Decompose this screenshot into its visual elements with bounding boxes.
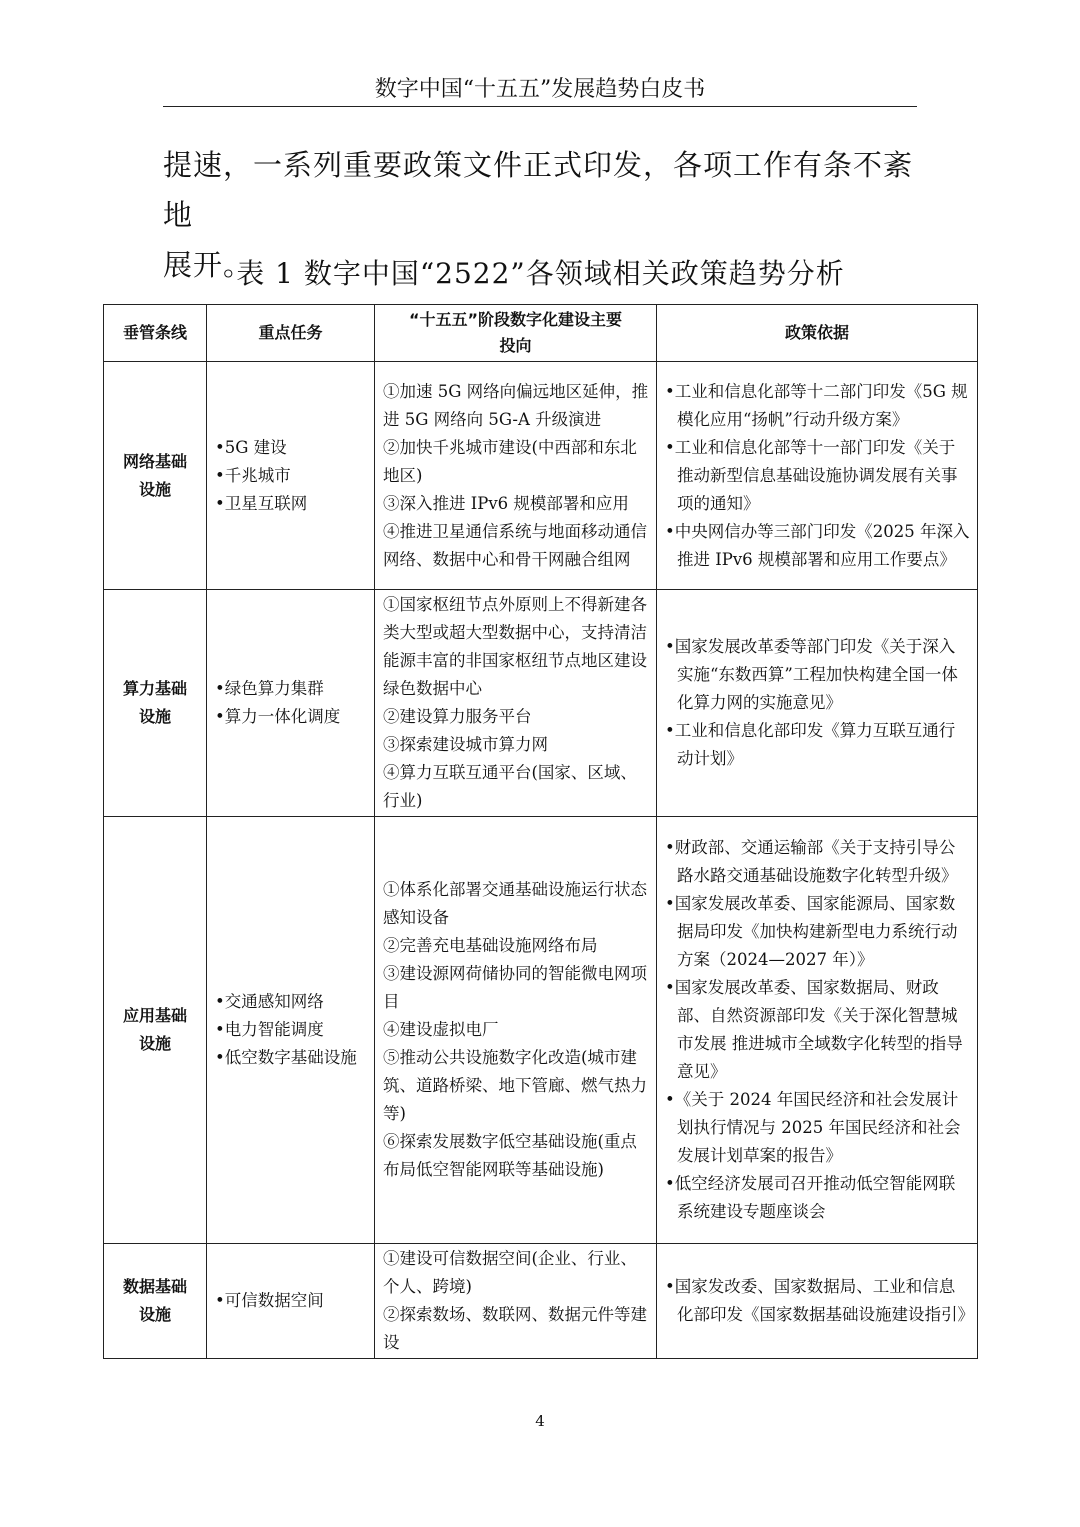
basis-cell [657, 590, 978, 817]
direction-item: ③探索建设城市算力网 [383, 735, 548, 754]
direction-item: ④算力互联互通平台(国家、区域、行业) [383, 763, 637, 810]
tasks-cell [207, 1244, 375, 1359]
header-tasks: 重点任务 [207, 305, 375, 362]
task-item: •绿色算力集群 [215, 679, 324, 698]
header-basis: 政策依据 [657, 305, 978, 362]
basis-cell [657, 817, 978, 1244]
direction-item: ③建设源网荷储协同的智能微电网项目 [383, 964, 647, 1011]
basis-item: •低空经济发展司召开推动低空智能网联系统建设专题座谈会 [665, 1174, 956, 1221]
intro-line-2: 展开。 [163, 248, 254, 282]
direction-cell [375, 1244, 657, 1359]
sector-label: 设施 [138, 707, 171, 726]
tasks-cell [207, 362, 375, 590]
tasks-cell [207, 817, 375, 1244]
sector-label: 应用基础 [122, 1006, 187, 1025]
basis-item: •工业和信息化部等十二部门印发《5G 规模化应用“扬帆”行动升级方案》 [665, 381, 968, 429]
header-direction-line-1: “十五五”阶段数字化建设主要 [408, 310, 623, 329]
task-item: •5G 建设 [215, 437, 287, 457]
basis-cell [657, 362, 978, 590]
direction-cell [375, 817, 657, 1244]
task-item: •千兆城市 [215, 465, 291, 485]
table-caption: 表 1 数字中国“2522”各领域相关政策趋势分析 [236, 257, 845, 290]
sector-cell [104, 590, 207, 817]
direction-item: ④建设虚拟电厂 [383, 1020, 499, 1039]
basis-item: •工业和信息化部印发《算力互联互通行动计划》 [665, 721, 956, 768]
table-row [104, 590, 978, 817]
header-direction-line-2: 投向 [499, 336, 532, 355]
sector-label: 设施 [138, 1305, 171, 1324]
task-item: •电力智能调度 [215, 1020, 324, 1039]
task-item: •低空数字基础设施 [215, 1048, 357, 1067]
direction-item: ②探索数场、数联网、数据元件等建设 [383, 1305, 647, 1352]
tasks-cell [207, 590, 375, 817]
task-item: •算力一体化调度 [215, 707, 341, 726]
basis-item: •国家发展改革委、国家数据局、财政部、自然资源部印发《关于深化智慧城市发展 推进城市全域数字化转型的指导意见》 [665, 978, 963, 1081]
basis-item: •工业和信息化部等十一部门印发《关于推动新型信息基础设施协调发展有关事项的通知》 [665, 437, 958, 513]
sector-cell [104, 362, 207, 590]
basis-item: •国家发改委、国家数据局、工业和信息化部印发《国家数据基础设施建设指引》 [665, 1277, 974, 1324]
task-item: •可信数据空间 [215, 1291, 324, 1310]
direction-item: ①体系化部署交通基础设施运行状态感知设备 [383, 880, 647, 927]
header-sector: 垂管条线 [104, 305, 207, 362]
direction-item: ③深入推进 IPv6 规模部署和应用 [383, 493, 629, 513]
sector-cell [104, 817, 207, 1244]
basis-item: •国家发展改革委等部门印发《关于深入实施“东数西算”工程加快构建全国一体化算力网的实施意见》 [665, 637, 958, 712]
sector-label: 设施 [138, 1034, 171, 1053]
header-divider [163, 106, 917, 107]
table-row [104, 817, 978, 1244]
direction-item: ①建设可信数据空间(企业、行业、个人、跨境) [383, 1249, 637, 1296]
sector-label: 算力基础 [122, 679, 187, 698]
page-number: 4 [535, 1412, 545, 1430]
table-row [104, 1244, 978, 1359]
direction-item: ④推进卫星通信系统与地面移动通信网络、数据中心和骨干网融合组网 [383, 521, 647, 569]
direction-item: ①加速 5G 网络向偏远地区延伸，推进 5G 网络向 5G-A 升级演进 [383, 381, 649, 429]
basis-item: •财政部、交通运输部《关于支持引导公路水路交通基础设施数字化转型升级》 [665, 838, 958, 885]
direction-item: ⑥探索发展数字低空基础设施(重点布局低空智能网联等基础设施) [383, 1132, 637, 1179]
sector-label: 设施 [138, 479, 171, 499]
sector-cell [104, 1244, 207, 1359]
basis-item: •国家发展改革委、国家能源局、国家数据局印发《加快构建新型电力系统行动方案（2024—2027 年）》 [665, 894, 958, 969]
table-row [104, 362, 978, 590]
direction-item: ②建设算力服务平台 [383, 707, 532, 726]
sector-label: 网络基础 [122, 451, 187, 471]
basis-cell [657, 1244, 978, 1359]
direction-item: ②加快千兆城市建设(中西部和东北地区) [383, 437, 637, 485]
basis-item: •《关于 2024 年国民经济和社会发展计划执行情况与 2025 年国民经济和社会发展计划草案的报告》 [665, 1090, 961, 1165]
header-direction [375, 305, 657, 362]
direction-cell [375, 590, 657, 817]
policy-table [103, 304, 978, 1359]
sector-label: 数据基础 [122, 1277, 187, 1296]
direction-item: ①国家枢纽节点外原则上不得新建各类大型或超大型数据中心，支持清洁能源丰富的非国家枢纽节点地区建设绿色数据中心 [383, 595, 647, 698]
task-item: •卫星互联网 [215, 493, 308, 513]
intro-line-1: 提速，一系列重要政策文件正式印发，各项工作有条不紊地 [163, 148, 914, 232]
running-header: 数字中国“十五五”发展趋势白皮书 [374, 77, 706, 102]
basis-item: •中央网信办等三部门印发《2025 年深入推进 IPv6 规模部署和应用工作要点》 [665, 521, 970, 569]
direction-item: ②完善充电基础设施网络布局 [383, 936, 598, 955]
table-header-row [104, 305, 978, 362]
task-item: •交通感知网络 [215, 992, 324, 1011]
direction-item: ⑤推动公共设施数字化改造(城市建筑、道路桥梁、地下管廊、燃气热力等) [383, 1048, 647, 1123]
direction-cell [375, 362, 657, 590]
